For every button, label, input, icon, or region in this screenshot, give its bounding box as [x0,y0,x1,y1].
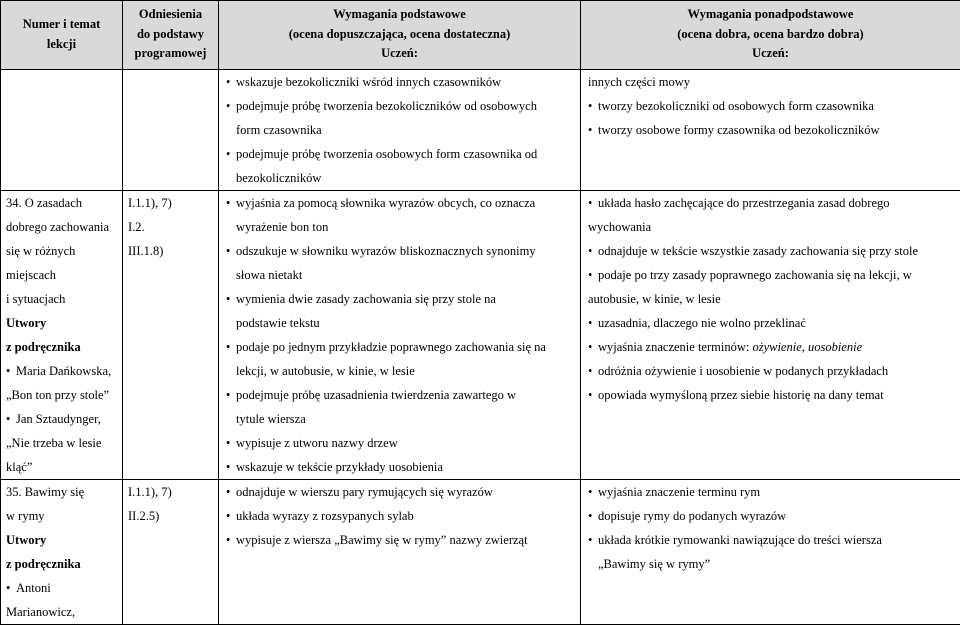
lesson-title: i sytuacjach [6,287,122,311]
list-item: • odnajduje w wierszu pary rymujących się wyrazów [226,480,580,504]
list-item: • wypisuje z wiersza „Bawimy się w rymy” nazwy zwierząt [226,528,580,552]
list-item: • Jan Sztaudynger, [6,407,122,431]
basic-requirements-cell [219,480,581,625]
header-text: Wymagania podstawowe [221,5,578,25]
list-item-continuation: Marianowicz, [6,600,122,624]
references-cell [123,480,219,625]
basic-requirements-cell [219,70,581,191]
header-row [1,1,960,70]
works-label: Utwory [6,528,122,552]
reference: II.2.5) [128,504,218,528]
list-item: • podaje po trzy zasady poprawnego zachowania się na lekcji, w [588,263,960,287]
list-item-continuation: podstawie tekstu [226,311,580,335]
header-text: Numer i temat [3,15,120,35]
list-item: • odnajduje w tekście wszystkie zasady zachowania się przy stole [588,239,960,263]
term: ożywienie [752,340,801,354]
header-text: programowej [125,44,216,64]
header-text: (ocena dopuszczająca, ocena dostateczna) [221,25,578,45]
list-item: • układa hasło zachęcające do przestrzegania zasad dobrego [588,191,960,215]
header-text: Uczeń: [221,44,578,64]
list-item: • odróżnia ożywienie i uosobienie w podanych przykładach [588,359,960,383]
header-text: lekcji [3,35,120,55]
header-references [123,1,219,70]
lesson-title: miejscach [6,263,122,287]
list-item-continuation: słowa nietakt [226,263,580,287]
header-basic-requirements [219,1,581,70]
table-row [1,480,960,625]
header-text: Wymagania ponadpodstawowe [583,5,958,25]
list-item: • tworzy osobowe formy czasownika od bezokoliczników [588,118,960,142]
references-cell [123,70,219,191]
reference: I.2. [128,215,218,239]
list-item-continuation: bezokoliczników [226,166,580,190]
list-item: • wyjaśnia za pomocą słownika wyrazów obcych, co oznacza [226,191,580,215]
list-item: • układa wyrazy z rozsypanych sylab [226,504,580,528]
lesson-cell [1,191,123,480]
list-item-continuation: lekcji, w autobusie, w kinie, w lesie [226,359,580,383]
reference: III.1.8) [128,239,218,263]
reference: I.1.1), 7) [128,480,218,504]
header-lesson [1,1,123,70]
header-advanced-requirements [581,1,960,70]
lesson-cell [1,70,123,191]
list-item-continuation: „Nie trzeba w lesie [6,431,122,455]
list-item: • wypisuje z utworu nazwy drzew [226,431,580,455]
works-label: z podręcznika [6,552,122,576]
list-item-continuation: „Bon ton przy stole” [6,383,122,407]
lesson-title: w rymy [6,504,122,528]
header-text: (ocena dobra, ocena bardzo dobra) [583,25,958,45]
list-item-continuation: wychowania [588,215,960,239]
list-item: • tworzy bezokoliczniki od osobowych form czasownika [588,94,960,118]
table-row [1,70,960,191]
separator: , [802,340,808,354]
list-item: • odszukuje w słowniku wyrazów bliskoznacznych synonimy [226,239,580,263]
list-item: • wymienia dwie zasady zachowania się przy stole na [226,287,580,311]
list-item-continuation: wyrażenie bon ton [226,215,580,239]
list-item-continuation: innych części mowy [588,70,960,94]
header-text: Odniesienia [125,5,216,25]
lesson-cell [1,480,123,625]
header-text: do podstawy [125,25,216,45]
list-item-continuation: kląć” [6,455,122,479]
list-item: • podaje po jednym przykładzie poprawnego zachowania się na [226,335,580,359]
reference: I.1.1), 7) [128,191,218,215]
list-item-continuation: tytule wiersza [226,407,580,431]
works-label: Utwory [6,311,122,335]
list-item: • wskazuje w tekście przykłady uosobienia [226,455,580,479]
references-cell [123,191,219,480]
list-item: • układa krótkie rymowanki nawiązujące do treści wiersza [588,528,960,552]
advanced-requirements-cell [581,480,960,625]
works-label: z podręcznika [6,335,122,359]
list-item: • wskazuje bezokoliczniki wśród innych czasowników [226,70,580,94]
list-item: • podejmuje próbę tworzenia bezokoliczników od osobowych [226,94,580,118]
list-item-continuation: „Bawimy się w rymy” [588,552,960,576]
list-item-text: wyjaśnia znaczenie terminów: [598,340,752,354]
list-item-continuation: form czasownika [226,118,580,142]
term: uosobienie [808,340,862,354]
advanced-requirements-cell [581,70,960,191]
lesson-title: 35. Bawimy się [6,480,122,504]
header-text: Uczeń: [583,44,958,64]
list-item: • podejmuje próbę tworzenia osobowych form czasownika od [226,142,580,166]
list-item: • uzasadnia, dlaczego nie wolno przeklinać [588,311,960,335]
advanced-requirements-cell [581,191,960,480]
list-item: • wyjaśnia znaczenie terminu rym [588,480,960,504]
basic-requirements-cell [219,191,581,480]
list-item: • dopisuje rymy do podanych wyrazów [588,504,960,528]
list-item: • podejmuje próbę uzasadnienia twierdzenia zawartego w [226,383,580,407]
lesson-title: 34. O zasadach [6,191,122,215]
lesson-title: się w różnych [6,239,122,263]
list-item: • Maria Dańkowska, [6,359,122,383]
list-item: • opowiada wymyśloną przez siebie historię na dany temat [588,383,960,407]
lesson-title: dobrego zachowania [6,215,122,239]
list-item [588,335,960,359]
list-item-continuation: autobusie, w kinie, w lesie [588,287,960,311]
table-row [1,191,960,480]
list-item: • Antoni [6,576,122,600]
